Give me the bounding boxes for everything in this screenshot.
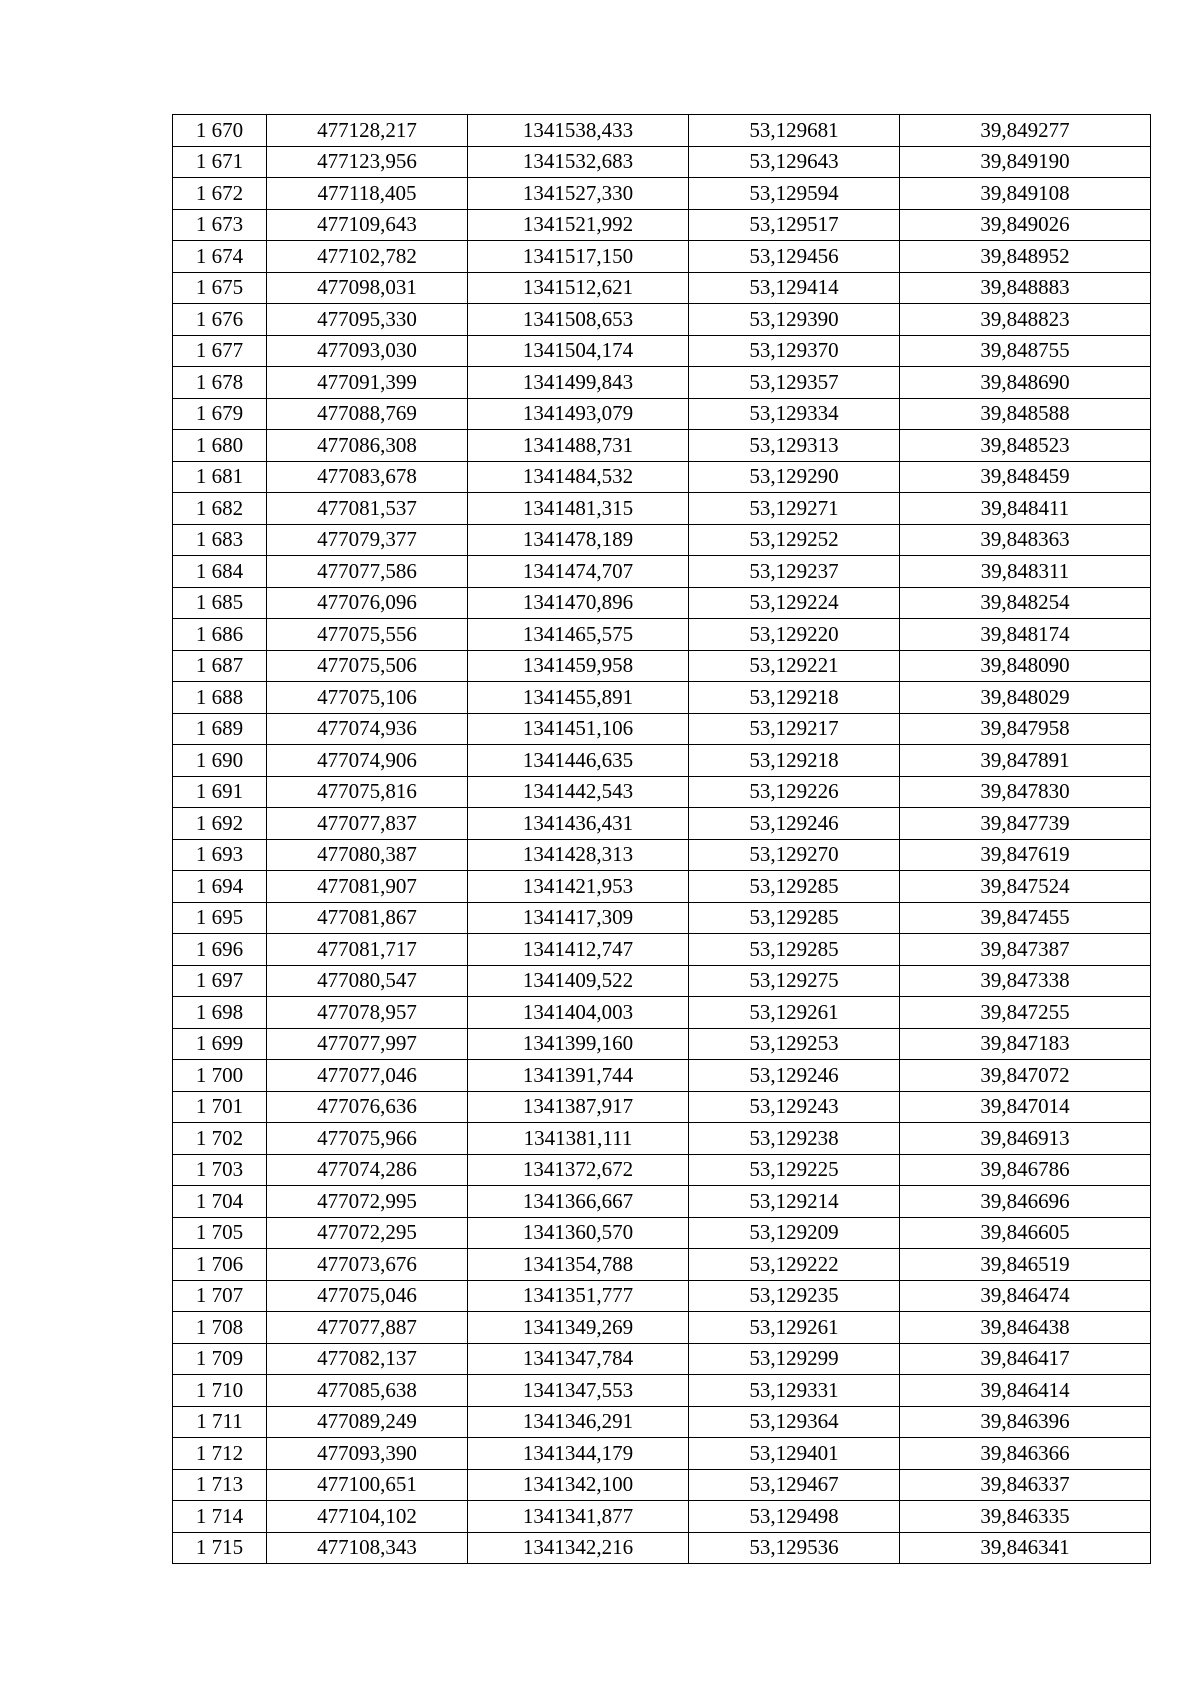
x-coordinate-cell: 477076,096 [267, 587, 468, 619]
table-row [173, 1438, 1151, 1470]
table-row [173, 146, 1151, 178]
latitude-cell: 53,129271 [689, 493, 900, 525]
longitude-cell: 39,848588 [900, 398, 1151, 430]
table-row [173, 619, 1151, 651]
longitude-cell: 39,847958 [900, 713, 1151, 745]
point-number-cell: 1 711 [173, 1406, 267, 1438]
point-number-cell: 1 714 [173, 1501, 267, 1533]
coordinates-table [172, 114, 1151, 1564]
point-number-cell: 1 680 [173, 430, 267, 462]
longitude-cell: 39,848523 [900, 430, 1151, 462]
x-coordinate-cell: 477091,399 [267, 367, 468, 399]
longitude-cell: 39,848755 [900, 335, 1151, 367]
table-row [173, 776, 1151, 808]
y-coordinate-cell: 1341381,111 [468, 1123, 689, 1155]
point-number-cell: 1 671 [173, 146, 267, 178]
y-coordinate-cell: 1341417,309 [468, 902, 689, 934]
y-coordinate-cell: 1341481,315 [468, 493, 689, 525]
x-coordinate-cell: 477081,867 [267, 902, 468, 934]
y-coordinate-cell: 1341442,543 [468, 776, 689, 808]
point-number-cell: 1 683 [173, 524, 267, 556]
table-row [173, 1406, 1151, 1438]
x-coordinate-cell: 477075,106 [267, 682, 468, 714]
latitude-cell: 53,129246 [689, 808, 900, 840]
point-number-cell: 1 691 [173, 776, 267, 808]
longitude-cell: 39,847830 [900, 776, 1151, 808]
latitude-cell: 53,129218 [689, 682, 900, 714]
latitude-cell: 53,129643 [689, 146, 900, 178]
x-coordinate-cell: 477080,547 [267, 965, 468, 997]
latitude-cell: 53,129261 [689, 997, 900, 1029]
table-row [173, 493, 1151, 525]
point-number-cell: 1 708 [173, 1312, 267, 1344]
x-coordinate-cell: 477075,506 [267, 650, 468, 682]
table-row [173, 1091, 1151, 1123]
longitude-cell: 39,849277 [900, 115, 1151, 147]
latitude-cell: 53,129456 [689, 241, 900, 273]
table-row [173, 335, 1151, 367]
point-number-cell: 1 715 [173, 1532, 267, 1564]
latitude-cell: 53,129217 [689, 713, 900, 745]
y-coordinate-cell: 1341474,707 [468, 556, 689, 588]
x-coordinate-cell: 477100,651 [267, 1469, 468, 1501]
x-coordinate-cell: 477077,046 [267, 1060, 468, 1092]
point-number-cell: 1 694 [173, 871, 267, 903]
longitude-cell: 39,847619 [900, 839, 1151, 871]
x-coordinate-cell: 477077,586 [267, 556, 468, 588]
longitude-cell: 39,846417 [900, 1343, 1151, 1375]
table-row [173, 1060, 1151, 1092]
longitude-cell: 39,846396 [900, 1406, 1151, 1438]
table-row [173, 1028, 1151, 1060]
point-number-cell: 1 670 [173, 115, 267, 147]
latitude-cell: 53,129285 [689, 934, 900, 966]
longitude-cell: 39,848411 [900, 493, 1151, 525]
x-coordinate-cell: 477093,030 [267, 335, 468, 367]
table-row [173, 304, 1151, 336]
x-coordinate-cell: 477072,295 [267, 1217, 468, 1249]
x-coordinate-cell: 477123,956 [267, 146, 468, 178]
x-coordinate-cell: 477074,906 [267, 745, 468, 777]
point-number-cell: 1 697 [173, 965, 267, 997]
longitude-cell: 39,846414 [900, 1375, 1151, 1407]
x-coordinate-cell: 477080,387 [267, 839, 468, 871]
table-row [173, 524, 1151, 556]
point-number-cell: 1 677 [173, 335, 267, 367]
y-coordinate-cell: 1341488,731 [468, 430, 689, 462]
y-coordinate-cell: 1341532,683 [468, 146, 689, 178]
table-row [173, 1186, 1151, 1218]
table-row [173, 587, 1151, 619]
table-row [173, 1501, 1151, 1533]
y-coordinate-cell: 1341387,917 [468, 1091, 689, 1123]
x-coordinate-cell: 477072,995 [267, 1186, 468, 1218]
table-row [173, 965, 1151, 997]
longitude-cell: 39,846438 [900, 1312, 1151, 1344]
table-row [173, 272, 1151, 304]
y-coordinate-cell: 1341517,150 [468, 241, 689, 273]
latitude-cell: 53,129214 [689, 1186, 900, 1218]
table-row [173, 1154, 1151, 1186]
longitude-cell: 39,846341 [900, 1532, 1151, 1564]
point-number-cell: 1 698 [173, 997, 267, 1029]
latitude-cell: 53,129225 [689, 1154, 900, 1186]
x-coordinate-cell: 477093,390 [267, 1438, 468, 1470]
longitude-cell: 39,847891 [900, 745, 1151, 777]
latitude-cell: 53,129275 [689, 965, 900, 997]
table-row [173, 682, 1151, 714]
table-row [173, 997, 1151, 1029]
x-coordinate-cell: 477128,217 [267, 115, 468, 147]
x-coordinate-cell: 477109,643 [267, 209, 468, 241]
y-coordinate-cell: 1341347,784 [468, 1343, 689, 1375]
y-coordinate-cell: 1341436,431 [468, 808, 689, 840]
latitude-cell: 53,129224 [689, 587, 900, 619]
x-coordinate-cell: 477102,782 [267, 241, 468, 273]
latitude-cell: 53,129414 [689, 272, 900, 304]
x-coordinate-cell: 477082,137 [267, 1343, 468, 1375]
y-coordinate-cell: 1341341,877 [468, 1501, 689, 1533]
point-number-cell: 1 675 [173, 272, 267, 304]
y-coordinate-cell: 1341499,843 [468, 367, 689, 399]
table-row [173, 1343, 1151, 1375]
longitude-cell: 39,848952 [900, 241, 1151, 273]
longitude-cell: 39,846335 [900, 1501, 1151, 1533]
longitude-cell: 39,849190 [900, 146, 1151, 178]
table-row [173, 1249, 1151, 1281]
longitude-cell: 39,848690 [900, 367, 1151, 399]
table-row [173, 745, 1151, 777]
latitude-cell: 53,129313 [689, 430, 900, 462]
point-number-cell: 1 703 [173, 1154, 267, 1186]
table-row [173, 1375, 1151, 1407]
longitude-cell: 39,846337 [900, 1469, 1151, 1501]
longitude-cell: 39,848090 [900, 650, 1151, 682]
point-number-cell: 1 690 [173, 745, 267, 777]
y-coordinate-cell: 1341351,777 [468, 1280, 689, 1312]
x-coordinate-cell: 477118,405 [267, 178, 468, 210]
table-row [173, 115, 1151, 147]
longitude-cell: 39,846474 [900, 1280, 1151, 1312]
y-coordinate-cell: 1341342,100 [468, 1469, 689, 1501]
x-coordinate-cell: 477095,330 [267, 304, 468, 336]
y-coordinate-cell: 1341459,958 [468, 650, 689, 682]
latitude-cell: 53,129226 [689, 776, 900, 808]
latitude-cell: 53,129246 [689, 1060, 900, 1092]
point-number-cell: 1 700 [173, 1060, 267, 1092]
longitude-cell: 39,848883 [900, 272, 1151, 304]
latitude-cell: 53,129594 [689, 178, 900, 210]
latitude-cell: 53,129218 [689, 745, 900, 777]
x-coordinate-cell: 477098,031 [267, 272, 468, 304]
table-row [173, 808, 1151, 840]
table-row [173, 1312, 1151, 1344]
longitude-cell: 39,846366 [900, 1438, 1151, 1470]
point-number-cell: 1 674 [173, 241, 267, 273]
table-row [173, 1469, 1151, 1501]
y-coordinate-cell: 1341512,621 [468, 272, 689, 304]
point-number-cell: 1 693 [173, 839, 267, 871]
latitude-cell: 53,129517 [689, 209, 900, 241]
longitude-cell: 39,848029 [900, 682, 1151, 714]
latitude-cell: 53,129261 [689, 1312, 900, 1344]
y-coordinate-cell: 1341349,269 [468, 1312, 689, 1344]
latitude-cell: 53,129334 [689, 398, 900, 430]
y-coordinate-cell: 1341527,330 [468, 178, 689, 210]
x-coordinate-cell: 477075,046 [267, 1280, 468, 1312]
x-coordinate-cell: 477085,638 [267, 1375, 468, 1407]
longitude-cell: 39,846519 [900, 1249, 1151, 1281]
table-row [173, 650, 1151, 682]
y-coordinate-cell: 1341366,667 [468, 1186, 689, 1218]
y-coordinate-cell: 1341478,189 [468, 524, 689, 556]
y-coordinate-cell: 1341372,672 [468, 1154, 689, 1186]
table-row [173, 398, 1151, 430]
table-row [173, 934, 1151, 966]
x-coordinate-cell: 477086,308 [267, 430, 468, 462]
longitude-cell: 39,847014 [900, 1091, 1151, 1123]
latitude-cell: 53,129357 [689, 367, 900, 399]
table-row [173, 556, 1151, 588]
longitude-cell: 39,847387 [900, 934, 1151, 966]
latitude-cell: 53,129285 [689, 902, 900, 934]
y-coordinate-cell: 1341404,003 [468, 997, 689, 1029]
point-number-cell: 1 699 [173, 1028, 267, 1060]
point-number-cell: 1 672 [173, 178, 267, 210]
latitude-cell: 53,129331 [689, 1375, 900, 1407]
y-coordinate-cell: 1341521,992 [468, 209, 689, 241]
x-coordinate-cell: 477078,957 [267, 997, 468, 1029]
x-coordinate-cell: 477075,816 [267, 776, 468, 808]
x-coordinate-cell: 477074,286 [267, 1154, 468, 1186]
y-coordinate-cell: 1341484,532 [468, 461, 689, 493]
y-coordinate-cell: 1341344,179 [468, 1438, 689, 1470]
point-number-cell: 1 696 [173, 934, 267, 966]
longitude-cell: 39,847524 [900, 871, 1151, 903]
y-coordinate-cell: 1341493,079 [468, 398, 689, 430]
latitude-cell: 53,129498 [689, 1501, 900, 1533]
point-number-cell: 1 681 [173, 461, 267, 493]
y-coordinate-cell: 1341508,653 [468, 304, 689, 336]
point-number-cell: 1 695 [173, 902, 267, 934]
longitude-cell: 39,848174 [900, 619, 1151, 651]
point-number-cell: 1 676 [173, 304, 267, 336]
point-number-cell: 1 682 [173, 493, 267, 525]
point-number-cell: 1 702 [173, 1123, 267, 1155]
point-number-cell: 1 688 [173, 682, 267, 714]
longitude-cell: 39,847455 [900, 902, 1151, 934]
y-coordinate-cell: 1341446,635 [468, 745, 689, 777]
latitude-cell: 53,129536 [689, 1532, 900, 1564]
longitude-cell: 39,846786 [900, 1154, 1151, 1186]
latitude-cell: 53,129237 [689, 556, 900, 588]
longitude-cell: 39,848823 [900, 304, 1151, 336]
table-row [173, 713, 1151, 745]
x-coordinate-cell: 477081,537 [267, 493, 468, 525]
x-coordinate-cell: 477079,377 [267, 524, 468, 556]
longitude-cell: 39,849108 [900, 178, 1151, 210]
table-row [173, 430, 1151, 462]
latitude-cell: 53,129299 [689, 1343, 900, 1375]
x-coordinate-cell: 477075,966 [267, 1123, 468, 1155]
point-number-cell: 1 707 [173, 1280, 267, 1312]
longitude-cell: 39,846913 [900, 1123, 1151, 1155]
y-coordinate-cell: 1341455,891 [468, 682, 689, 714]
y-coordinate-cell: 1341451,106 [468, 713, 689, 745]
longitude-cell: 39,846605 [900, 1217, 1151, 1249]
y-coordinate-cell: 1341409,522 [468, 965, 689, 997]
x-coordinate-cell: 477081,907 [267, 871, 468, 903]
longitude-cell: 39,847255 [900, 997, 1151, 1029]
point-number-cell: 1 709 [173, 1343, 267, 1375]
latitude-cell: 53,129221 [689, 650, 900, 682]
coordinates-table-body [173, 115, 1151, 1564]
latitude-cell: 53,129209 [689, 1217, 900, 1249]
longitude-cell: 39,847338 [900, 965, 1151, 997]
latitude-cell: 53,129467 [689, 1469, 900, 1501]
point-number-cell: 1 705 [173, 1217, 267, 1249]
longitude-cell: 39,848311 [900, 556, 1151, 588]
x-coordinate-cell: 477076,636 [267, 1091, 468, 1123]
longitude-cell: 39,847739 [900, 808, 1151, 840]
point-number-cell: 1 692 [173, 808, 267, 840]
x-coordinate-cell: 477073,676 [267, 1249, 468, 1281]
table-row [173, 461, 1151, 493]
point-number-cell: 1 713 [173, 1469, 267, 1501]
latitude-cell: 53,129270 [689, 839, 900, 871]
table-row [173, 241, 1151, 273]
x-coordinate-cell: 477083,678 [267, 461, 468, 493]
point-number-cell: 1 689 [173, 713, 267, 745]
latitude-cell: 53,129243 [689, 1091, 900, 1123]
x-coordinate-cell: 477077,997 [267, 1028, 468, 1060]
y-coordinate-cell: 1341470,896 [468, 587, 689, 619]
point-number-cell: 1 679 [173, 398, 267, 430]
y-coordinate-cell: 1341354,788 [468, 1249, 689, 1281]
point-number-cell: 1 701 [173, 1091, 267, 1123]
x-coordinate-cell: 477074,936 [267, 713, 468, 745]
x-coordinate-cell: 477077,837 [267, 808, 468, 840]
longitude-cell: 39,849026 [900, 209, 1151, 241]
point-number-cell: 1 684 [173, 556, 267, 588]
table-row [173, 1532, 1151, 1564]
y-coordinate-cell: 1341421,953 [468, 871, 689, 903]
longitude-cell: 39,846696 [900, 1186, 1151, 1218]
y-coordinate-cell: 1341538,433 [468, 115, 689, 147]
point-number-cell: 1 710 [173, 1375, 267, 1407]
point-number-cell: 1 673 [173, 209, 267, 241]
longitude-cell: 39,847183 [900, 1028, 1151, 1060]
point-number-cell: 1 687 [173, 650, 267, 682]
y-coordinate-cell: 1341412,747 [468, 934, 689, 966]
table-row [173, 902, 1151, 934]
latitude-cell: 53,129253 [689, 1028, 900, 1060]
y-coordinate-cell: 1341391,744 [468, 1060, 689, 1092]
latitude-cell: 53,129285 [689, 871, 900, 903]
x-coordinate-cell: 477108,343 [267, 1532, 468, 1564]
point-number-cell: 1 706 [173, 1249, 267, 1281]
latitude-cell: 53,129222 [689, 1249, 900, 1281]
y-coordinate-cell: 1341347,553 [468, 1375, 689, 1407]
latitude-cell: 53,129401 [689, 1438, 900, 1470]
latitude-cell: 53,129370 [689, 335, 900, 367]
latitude-cell: 53,129220 [689, 619, 900, 651]
table-row [173, 1123, 1151, 1155]
y-coordinate-cell: 1341342,216 [468, 1532, 689, 1564]
point-number-cell: 1 704 [173, 1186, 267, 1218]
table-row [173, 209, 1151, 241]
x-coordinate-cell: 477077,887 [267, 1312, 468, 1344]
table-row [173, 178, 1151, 210]
x-coordinate-cell: 477075,556 [267, 619, 468, 651]
latitude-cell: 53,129290 [689, 461, 900, 493]
point-number-cell: 1 712 [173, 1438, 267, 1470]
longitude-cell: 39,847072 [900, 1060, 1151, 1092]
x-coordinate-cell: 477088,769 [267, 398, 468, 430]
y-coordinate-cell: 1341399,160 [468, 1028, 689, 1060]
longitude-cell: 39,848254 [900, 587, 1151, 619]
x-coordinate-cell: 477104,102 [267, 1501, 468, 1533]
latitude-cell: 53,129235 [689, 1280, 900, 1312]
longitude-cell: 39,848459 [900, 461, 1151, 493]
point-number-cell: 1 686 [173, 619, 267, 651]
table-row [173, 871, 1151, 903]
table-row [173, 367, 1151, 399]
y-coordinate-cell: 1341346,291 [468, 1406, 689, 1438]
y-coordinate-cell: 1341360,570 [468, 1217, 689, 1249]
latitude-cell: 53,129390 [689, 304, 900, 336]
table-row [173, 839, 1151, 871]
table-row [173, 1217, 1151, 1249]
latitude-cell: 53,129252 [689, 524, 900, 556]
latitude-cell: 53,129364 [689, 1406, 900, 1438]
x-coordinate-cell: 477081,717 [267, 934, 468, 966]
table-row [173, 1280, 1151, 1312]
longitude-cell: 39,848363 [900, 524, 1151, 556]
y-coordinate-cell: 1341428,313 [468, 839, 689, 871]
latitude-cell: 53,129681 [689, 115, 900, 147]
latitude-cell: 53,129238 [689, 1123, 900, 1155]
y-coordinate-cell: 1341465,575 [468, 619, 689, 651]
y-coordinate-cell: 1341504,174 [468, 335, 689, 367]
point-number-cell: 1 685 [173, 587, 267, 619]
point-number-cell: 1 678 [173, 367, 267, 399]
x-coordinate-cell: 477089,249 [267, 1406, 468, 1438]
